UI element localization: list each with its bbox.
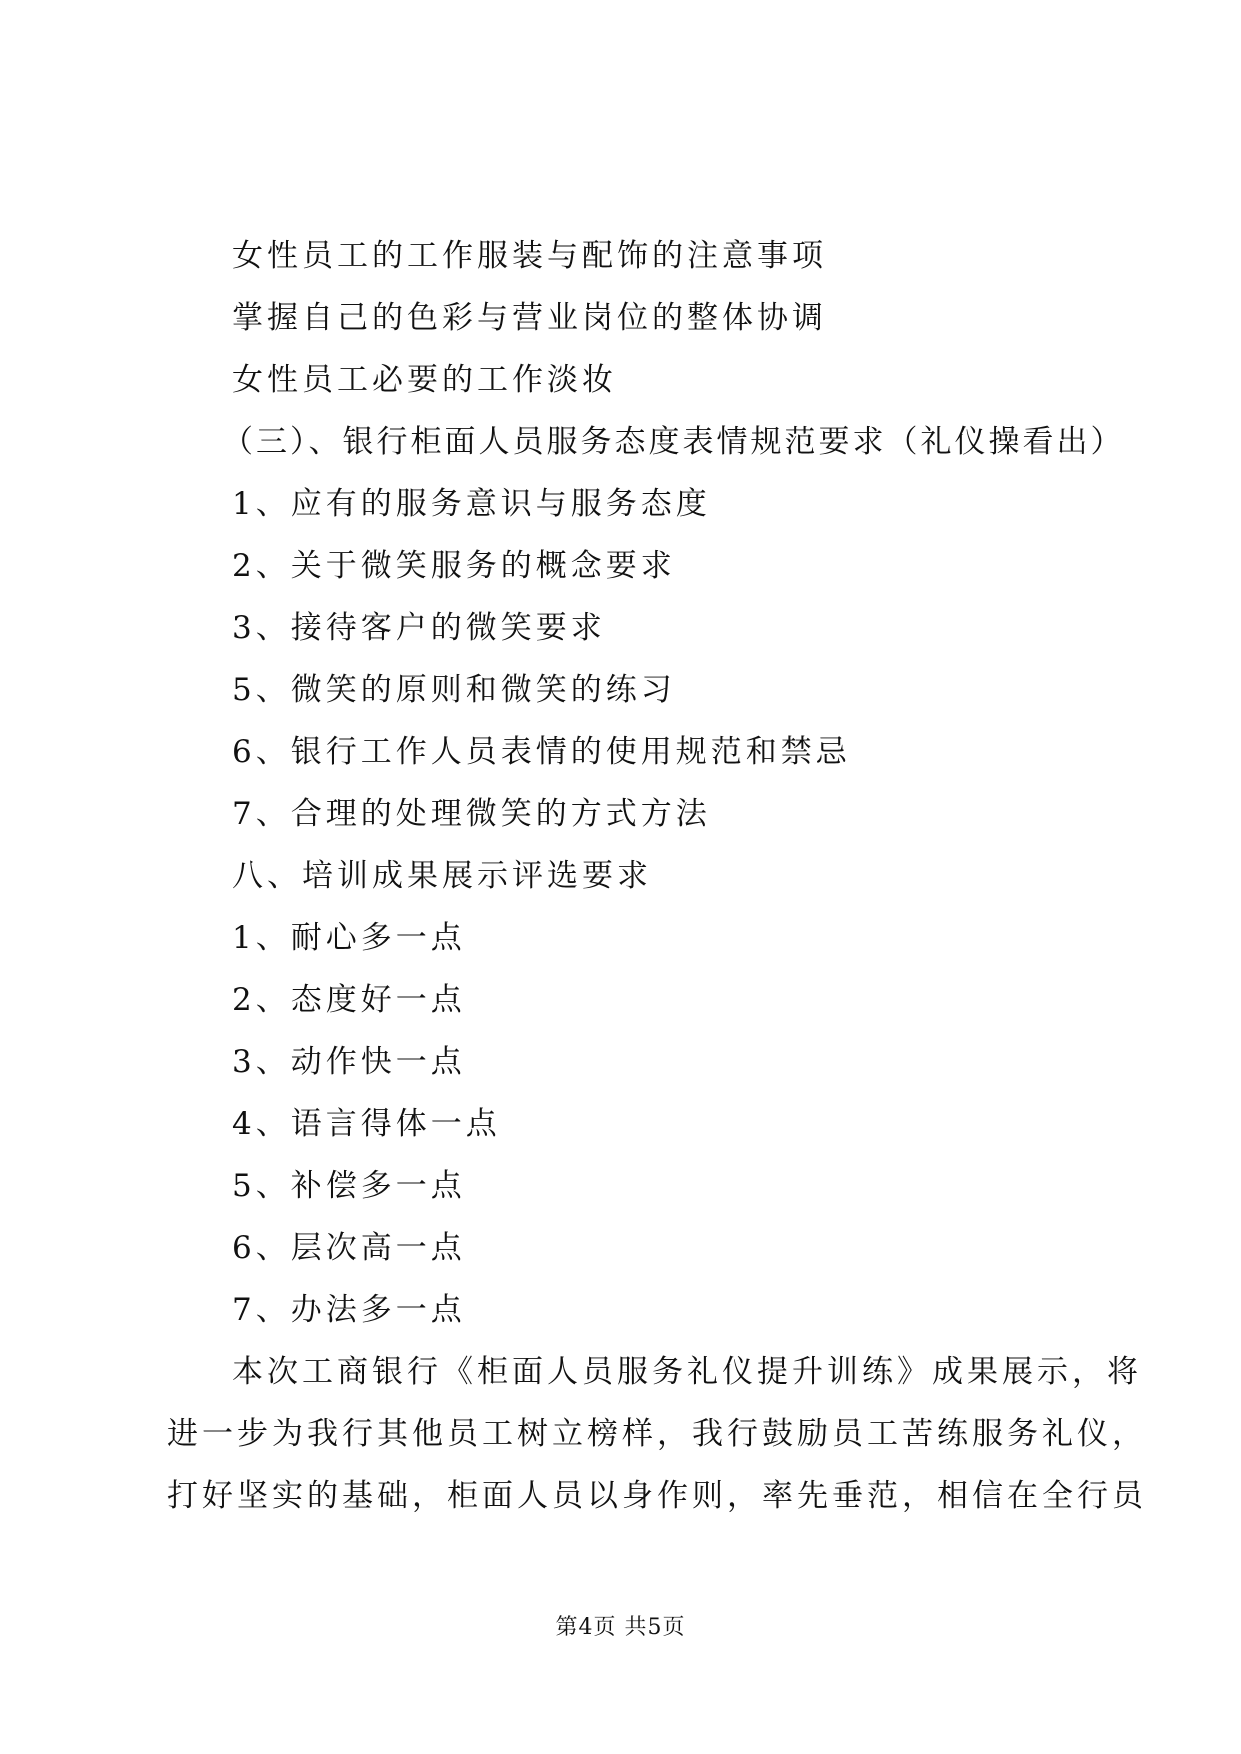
section-heading: （三）、银行柜面人员服务态度表情规范要求（礼仪操看出） (222, 424, 1125, 460)
list-item: 1、耐心多一点 (232, 920, 466, 956)
list-item: 5、补偿多一点 (232, 1168, 466, 1204)
list-item: 6、银行工作人员表情的使用规范和禁忌 (232, 734, 851, 770)
list-item: 2、关于微笑服务的概念要求 (232, 548, 676, 584)
section-heading: 八、培训成果展示评选要求 (232, 858, 652, 894)
list-item: 7、办法多一点 (232, 1292, 466, 1328)
list-item: 3、接待客户的微笑要求 (232, 610, 606, 646)
page-footer: 第4页 共5页 (555, 1615, 686, 1640)
paragraph-line: 本次工商银行《柜面人员服务礼仪提升训练》成果展示，将 (232, 1354, 1142, 1390)
list-item: 3、动作快一点 (232, 1044, 466, 1080)
text-line: 女性员工必要的工作淡妆 (232, 362, 617, 398)
paragraph-line: 打好坚实的基础，柜面人员以身作则，率先垂范，相信在全行员 (167, 1478, 1147, 1514)
list-item: 4、语言得体一点 (232, 1106, 501, 1142)
text-line: 女性员工的工作服装与配饰的注意事项 (232, 238, 827, 274)
list-item: 1、应有的服务意识与服务态度 (232, 486, 711, 522)
list-item: 2、态度好一点 (232, 982, 466, 1018)
text-line: 掌握自己的色彩与营业岗位的整体协调 (232, 300, 827, 336)
paragraph-line: 进一步为我行其他员工树立榜样，我行鼓励员工苦练服务礼仪， (167, 1416, 1147, 1452)
list-item: 7、合理的处理微笑的方式方法 (232, 796, 711, 832)
list-item: 6、层次高一点 (232, 1230, 466, 1266)
list-item: 5、微笑的原则和微笑的练习 (232, 672, 676, 708)
